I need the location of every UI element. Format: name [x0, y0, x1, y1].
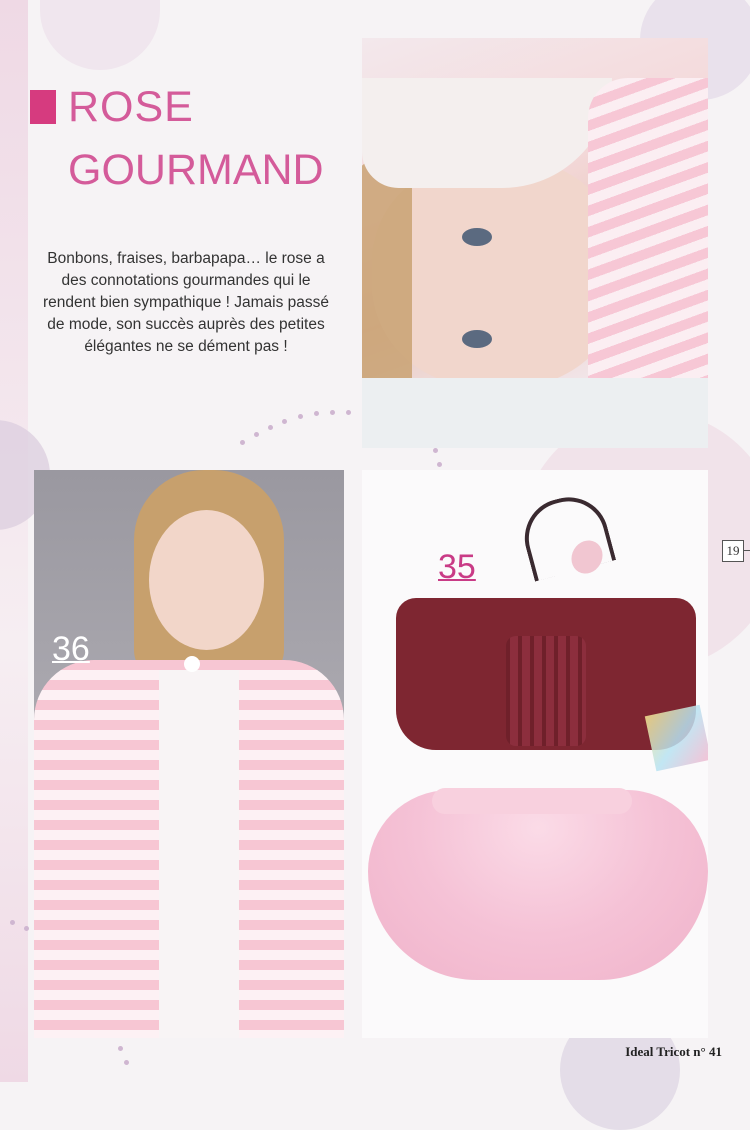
face-shape — [149, 510, 264, 650]
pillow-shape — [362, 378, 708, 448]
skirt-waistband-shape — [432, 788, 632, 814]
title-line-1: ROSE — [68, 83, 194, 131]
knit-hat-shape — [362, 78, 612, 188]
decorative-circle — [40, 0, 160, 70]
necklace-bead — [184, 656, 200, 672]
model-36-photo — [34, 470, 344, 1038]
page-marker-line — [744, 550, 750, 551]
intro-paragraph: Bonbons, fraises, barbapapa… le rose a des connotations gourmandes qui le rendent bien sympathique ! Jamais passé de mode, son succès auprès des petites élégantes ne se dément pas ! — [42, 249, 330, 355]
label-tag-shape — [645, 705, 708, 771]
page-footer: Ideal Tricot n° 41 — [625, 1044, 722, 1059]
eye-shape — [462, 330, 492, 348]
eye-shape — [462, 228, 492, 246]
title-line-2: GOURMAND — [68, 146, 324, 194]
page-marker: 19 — [722, 540, 744, 562]
model-35-photo — [362, 470, 708, 1038]
tutu-skirt-shape — [368, 790, 708, 980]
portrait-photo — [362, 38, 708, 448]
model-number-35: 35 — [438, 548, 476, 586]
model-number-36: 36 — [52, 630, 90, 668]
title-square-marker — [30, 90, 56, 124]
shirt-shape — [159, 670, 239, 1038]
lace-pattern-shape — [506, 636, 586, 746]
headband-shape — [516, 488, 616, 581]
